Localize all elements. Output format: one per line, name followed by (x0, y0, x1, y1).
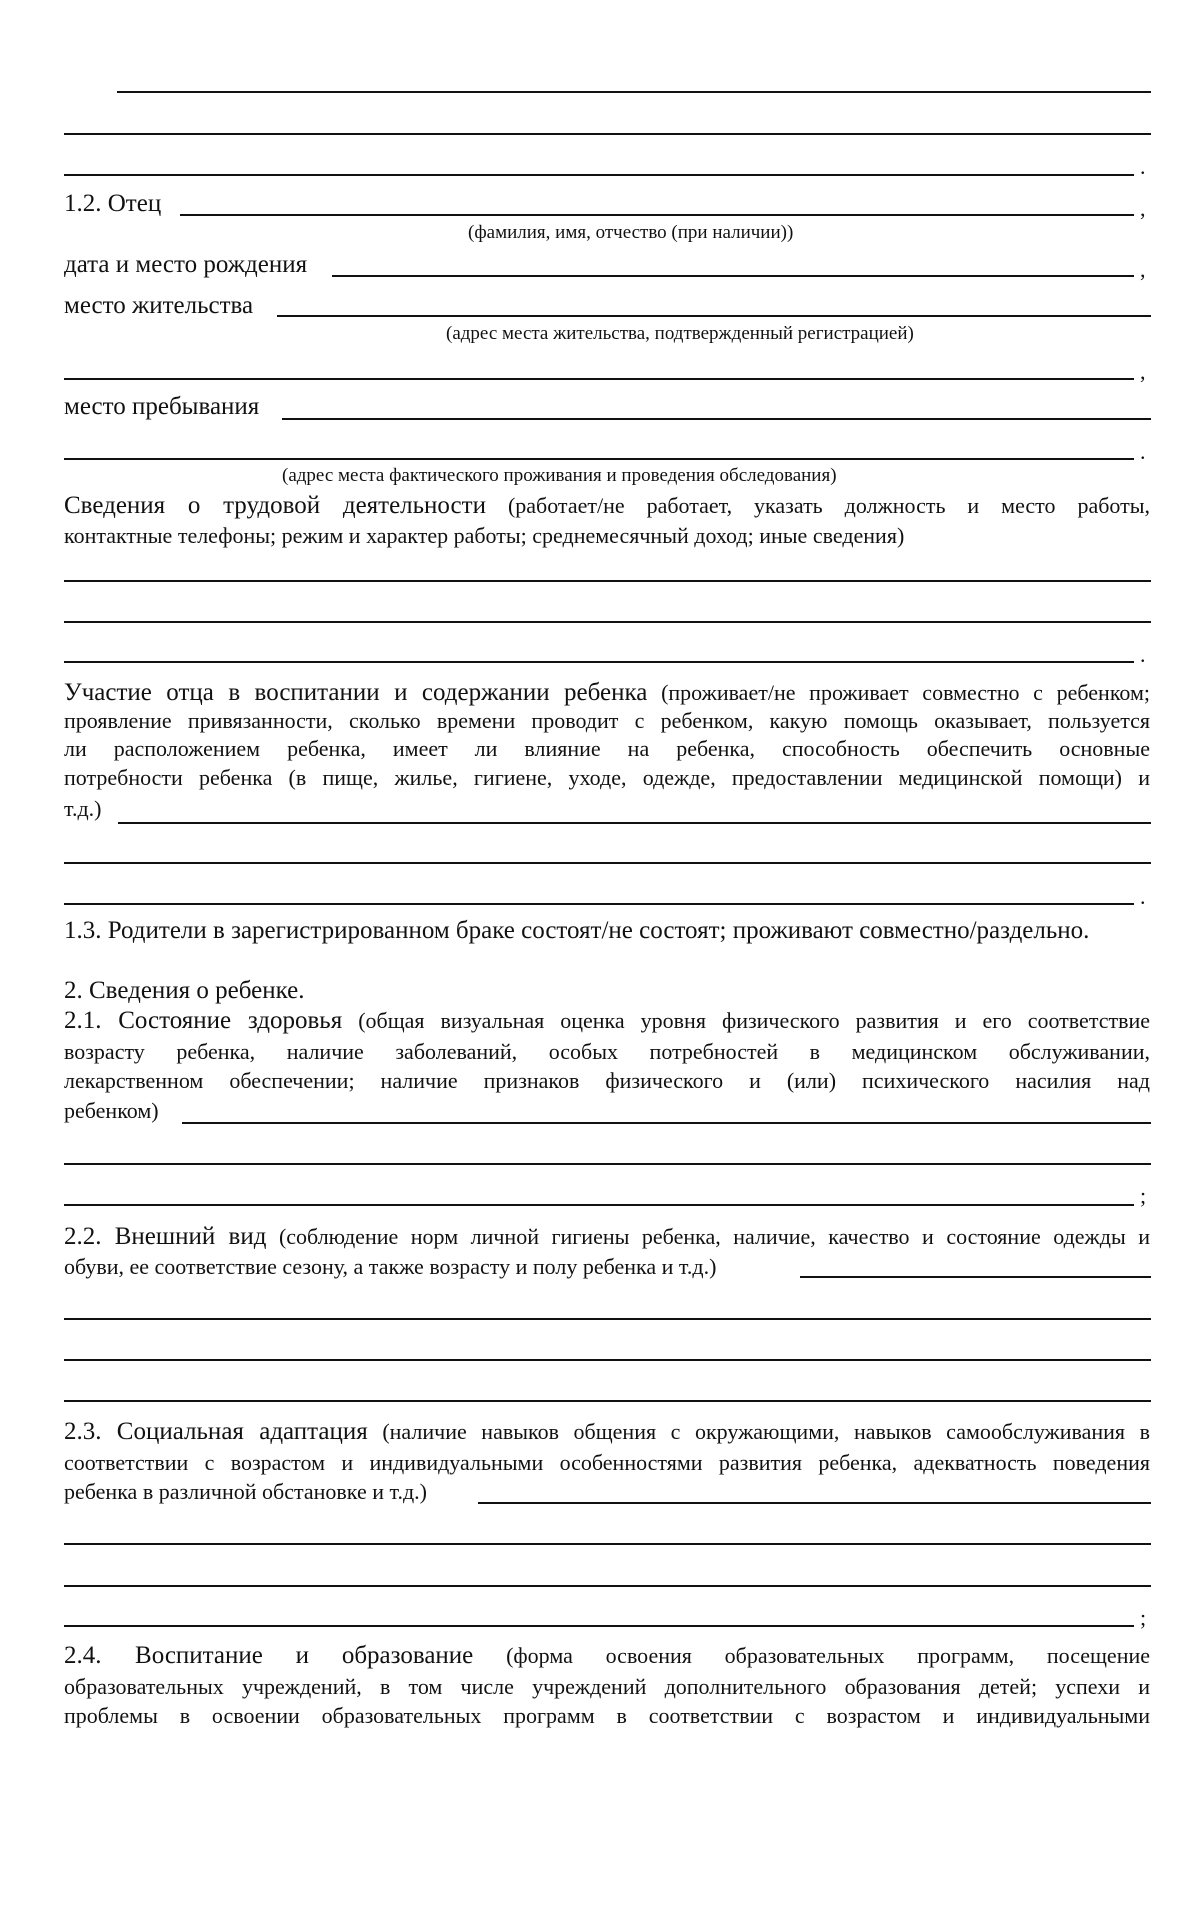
health-line-3: лекарственном обеспечении; наличие признаков физического и (или) психического насилия над (64, 1068, 1150, 1093)
blank-line[interactable] (64, 174, 1134, 176)
birth-label: дата и место рождения (64, 251, 308, 278)
comma-mark: , (1140, 196, 1146, 221)
health-field[interactable] (64, 1163, 1151, 1165)
social-field[interactable] (64, 1625, 1134, 1627)
social-line-1: 2.3. Социальная адаптация (наличие навыков общения с окружающими, навыков самообслуживания в (64, 1418, 1150, 1445)
work-line-1: Сведения о трудовой деятельности (работает/не работает, указать должность и место работы, (64, 492, 1151, 519)
health-line-2: возрасту ребенка, наличие заболеваний, особых потребностей в медицинском обслуживании, (64, 1039, 1150, 1064)
comma-mark: , (1140, 257, 1146, 282)
appearance-field[interactable] (800, 1276, 1151, 1278)
period-mark: . (1140, 884, 1146, 909)
work-line-2: контактные телефоны; режим и характер работы; среднемесячный доход; иные сведения) (64, 523, 905, 548)
appearance-field[interactable] (64, 1318, 1151, 1320)
birth-field[interactable] (332, 275, 1134, 277)
health-line-1: 2.1. Состояние здоровья (общая визуальная оценка уровня физического развития и его соответствие (64, 1007, 1151, 1034)
participation-field[interactable] (64, 903, 1134, 905)
health-field[interactable] (182, 1122, 1151, 1124)
residence-field-line2[interactable] (64, 378, 1134, 380)
work-field[interactable] (64, 661, 1134, 663)
participation-line-2: проявление привязанности, сколько времени проводит с ребенком, какую помощь оказывает, пользуется (64, 708, 1150, 733)
appearance-line-1: 2.2. Внешний вид (соблюдение норм личной гигиены ребенка, наличие, качество и состояние одежды и (64, 1223, 1150, 1250)
social-line-2: соответствии с возрастом и индивидуальными особенностями развития ребенка, адекватность поведения (64, 1450, 1150, 1475)
participation-field[interactable] (118, 822, 1151, 824)
father-name-hint: (фамилия, имя, отчество (при наличии)) (468, 222, 794, 243)
participation-line-1: Участие отца в воспитании и содержании ребенка (проживает/не проживает совместно с ребенком; (64, 679, 1151, 706)
period-mark: . (1140, 154, 1146, 179)
work-field[interactable] (64, 580, 1151, 582)
stay-hint: (адрес места фактического проживания и проведения обследования) (282, 465, 837, 486)
period-mark: . (1140, 439, 1146, 464)
participation-field[interactable] (64, 862, 1151, 864)
education-line-1: 2.4. Воспитание и образование (форма освоения образовательных программ, посещение (64, 1642, 1151, 1669)
social-line-3: ребенка в различной обстановке и т.д.) (64, 1479, 427, 1504)
work-field[interactable] (64, 621, 1151, 623)
stay-label: место пребывания (64, 393, 260, 420)
residence-hint: (адрес места жительства, подтвержденный регистрацией) (446, 323, 914, 344)
participation-line-3: ли расположением ребенка, имеет ли влияние на ребенка, способность обеспечить основные (64, 736, 1150, 761)
social-field[interactable] (478, 1502, 1151, 1504)
father-heading: 1.2. Отец (64, 190, 162, 217)
appearance-field[interactable] (64, 1400, 1151, 1402)
health-field[interactable] (64, 1204, 1134, 1206)
semicolon-mark: ; (1140, 1183, 1147, 1208)
health-line-4: ребенком) (64, 1098, 159, 1123)
social-field[interactable] (64, 1585, 1151, 1587)
appearance-field[interactable] (64, 1359, 1151, 1361)
stay-field[interactable] (282, 418, 1151, 420)
semicolon-mark: ; (1140, 1605, 1147, 1630)
participation-line-4: потребности ребенка (в пище, жилье, гигиене, уходе, одежде, предоставлении медицинской помощи) и (64, 765, 1150, 790)
comma-mark: , (1140, 359, 1146, 384)
father-name-field[interactable] (180, 214, 1134, 216)
marriage-status: 1.3. Родители в зарегистрированном браке состоят/не состоят; проживают совместно/раздельно. (64, 917, 1090, 944)
child-section-title: 2. Сведения о ребенке. (64, 977, 305, 1004)
stay-field-line2[interactable] (64, 458, 1134, 460)
appearance-line-2: обуви, ее соответствие сезону, а также возрасту и полу ребенка и т.д.) (64, 1254, 717, 1279)
education-line-3: проблемы в освоении образовательных программ в соответствии с возрастом и индивидуальными (64, 1703, 1150, 1728)
blank-line[interactable] (64, 133, 1151, 135)
education-line-2: образовательных учреждений, в том числе учреждений дополнительного образования детей; успехи и (64, 1674, 1150, 1699)
social-field[interactable] (64, 1543, 1151, 1545)
blank-line[interactable] (117, 91, 1151, 93)
participation-line-5: т.д.) (64, 796, 102, 821)
residence-field[interactable] (277, 315, 1151, 317)
period-mark: . (1140, 642, 1146, 667)
residence-label: место жительства (64, 292, 254, 319)
